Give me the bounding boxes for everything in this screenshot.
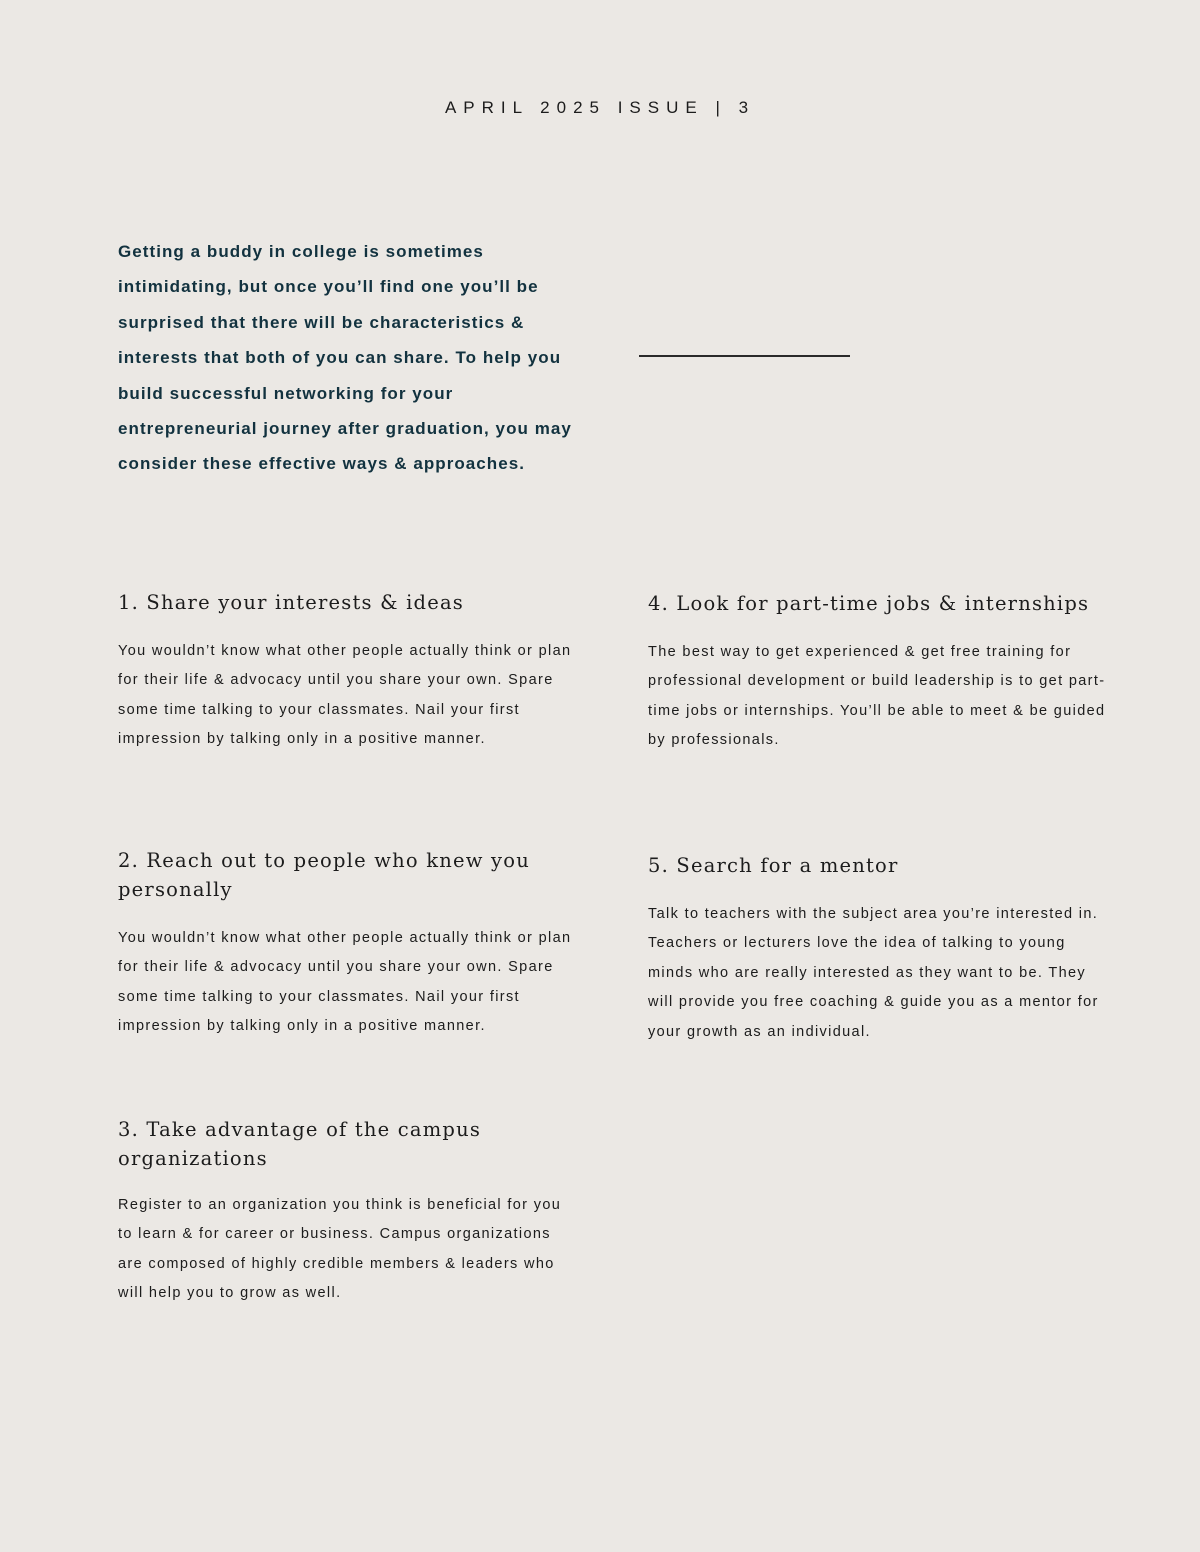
section-body: You wouldn’t know what other people actually think or plan for their life & advocacy until you share your own. Spare some time talking to your classmates. Nail your first impression by talking only in a positive manner. [118,930,572,1035]
section-title: 3. Take advantage of the campus organizations [118,1118,482,1170]
section-part-time-jobs [648,589,1108,756]
section-title: 5. Search for a mentor [648,854,899,877]
section-body: The best way to get experienced & get free training for professional development or build leadership is to get part-time jobs or internships. You’ll be able to meet & be guided by professionals. [648,644,1106,749]
section-search-mentor [648,851,1108,1047]
section-title: 4. Look for part-time jobs & internships [648,592,1090,615]
section-body: Talk to teachers with the subject area you’re interested in. Teachers or lecturers love the idea of talking to young minds who are really interested as they want to be. They will provide you free coaching & guide you as a mentor for your growth as an individual. [648,906,1099,1040]
section-title: 2. Reach out to people who knew you personally [118,849,530,901]
issue-header: APRIL 2025 ISSUE | 3 [444,98,756,117]
section-body: Register to an organization you think is beneficial for you to learn & for career or business. Campus organizations are composed of highly credible members & leaders who will help you to grow as well. [118,1197,562,1302]
intro-paragraph: Getting a buddy in college is sometimes intimidating, but once you’ll find one you’ll be surprised that there will be characteristics & interests that both of you can share. To help you build successful networking for your entrepreneurial journey after graduation, you may consider these effective ways & approaches. [118,242,572,474]
section-share-interests [118,588,580,755]
section-body: You wouldn’t know what other people actually think or plan for their life & advocacy until you share your own. Spare some time talking to your classmates. Nail your first impression by talking only in a positive manner. [118,643,572,748]
section-title: 1. Share your interests & ideas [118,591,464,614]
divider-line [639,355,850,357]
section-campus-organizations [118,1115,580,1309]
section-reach-out [118,846,580,1042]
